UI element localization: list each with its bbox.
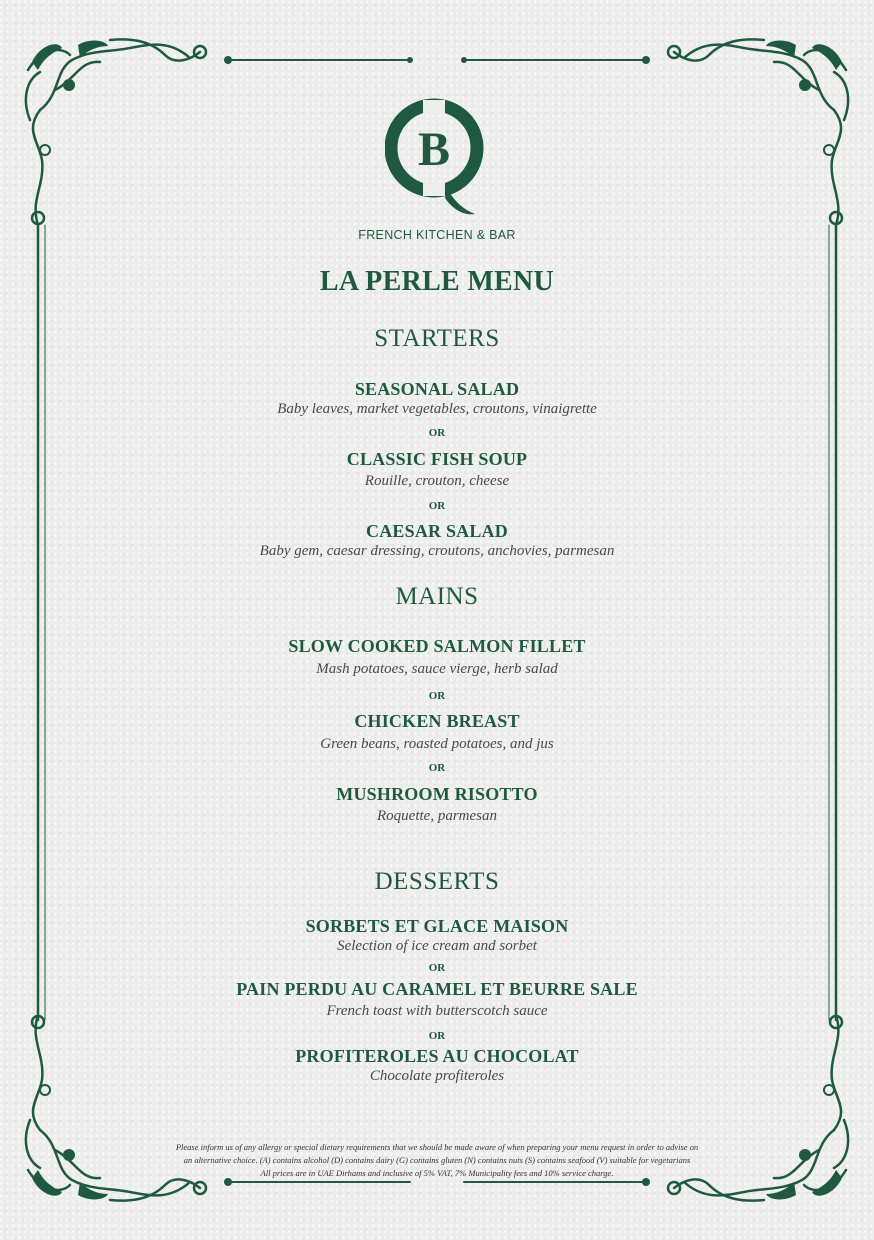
dish-description: Baby gem, caesar dressing, croutons, anchovies, parmesan <box>259 543 615 559</box>
dish-description: Selection of ice cream and sorbet <box>337 938 537 954</box>
dish-description: Mash potatoes, sauce vierge, herb salad <box>316 661 558 677</box>
or-separator: OR <box>428 690 446 702</box>
dish-name: PROFITEROLES AU CHOCOLAT <box>295 1046 579 1066</box>
or-separator: OR <box>428 427 446 439</box>
dish-name: CHICKEN BREAST <box>354 711 520 731</box>
or-separator: OR <box>428 762 446 774</box>
or-separator: OR <box>428 500 446 512</box>
dish-description: Roquette, parmesan <box>377 808 497 824</box>
dish-description: Baby leaves, market vegetables, croutons, vinaigrette <box>277 401 597 417</box>
allergy-notice-line: Please inform us of any allergy or special dietary requirements that we should be made aware of when preparing your menu request in order to advise on <box>175 1142 699 1152</box>
dish-name: SEASONAL SALAD <box>354 379 520 399</box>
or-separator: OR <box>428 1030 446 1042</box>
menu-title: LA PERLE MENU <box>319 266 555 297</box>
section-title-mains: MAINS <box>395 583 479 610</box>
dish-description: Rouille, crouton, cheese <box>364 473 510 489</box>
dish-name: CLASSIC FISH SOUP <box>346 449 528 469</box>
logo-emblem-icon <box>385 98 489 220</box>
dish-name: SLOW COOKED SALMON FILLET <box>288 636 586 656</box>
dish-description: Chocolate profiteroles <box>369 1068 505 1084</box>
section-title-starters: STARTERS <box>374 325 500 352</box>
dish-description: Green beans, roasted potatoes, and jus <box>320 736 554 752</box>
restaurant-subtitle: FRENCH KITCHEN & BAR <box>358 228 516 242</box>
section-title-desserts: DESSERTS <box>374 868 500 895</box>
or-separator: OR <box>428 962 446 974</box>
svg-text:B: B <box>417 123 451 176</box>
allergy-notice-line: an alternative choice. (A) contains alcohol (D) contains dairy (G) contains gluten (N) contains nuts (S) contains seafood (V) suitable for vegetarians <box>183 1155 691 1165</box>
dish-name: PAIN PERDU AU CARAMEL ET BEURRE SALE <box>236 979 638 999</box>
dish-description: French toast with butterscotch sauce <box>326 1003 548 1019</box>
price-notice-line: All prices are in UAE Dirhams and inclusive of 5% VAT, 7% Municipality fees and 10% service charge. <box>260 1168 614 1178</box>
allergy-notice <box>80 1141 794 1180</box>
dish-name: CAESAR SALAD <box>366 521 508 541</box>
dish-name: MUSHROOM RISOTTO <box>336 784 538 804</box>
dish-name: SORBETS ET GLACE MAISON <box>305 916 569 936</box>
